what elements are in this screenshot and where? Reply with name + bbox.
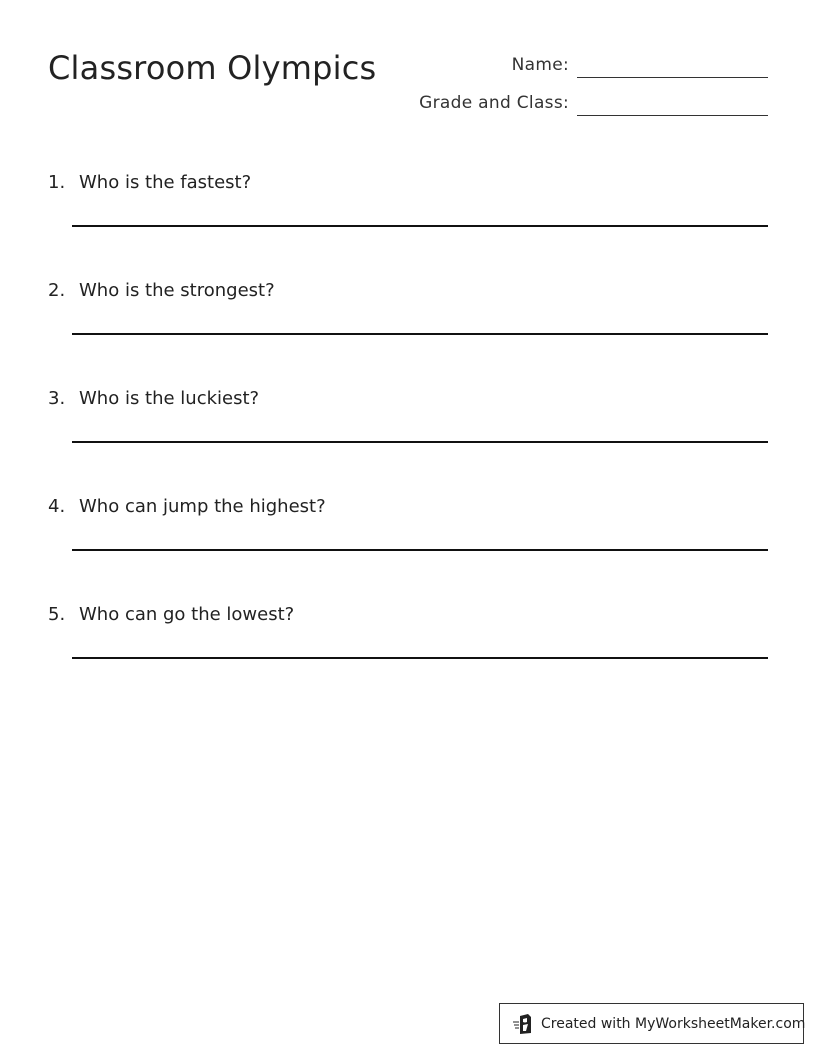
- question-1: [48, 171, 768, 241]
- question-5: [48, 603, 768, 673]
- question-text: Who is the strongest?: [79, 280, 275, 301]
- question-number: 2.: [48, 280, 66, 301]
- question-number: 3.: [48, 388, 66, 409]
- question-4: [48, 495, 768, 565]
- name-label: Name:: [511, 55, 569, 75]
- question-text: Who can go the lowest?: [79, 604, 295, 625]
- grade-class-field: [419, 90, 768, 114]
- question-text: Who can jump the highest?: [79, 496, 326, 517]
- created-with-badge[interactable]: [499, 1003, 804, 1044]
- created-with-text: Created with MyWorksheetMaker.com: [541, 1015, 806, 1032]
- question-text: Who is the luckiest?: [79, 388, 260, 409]
- answer-line[interactable]: [72, 333, 768, 335]
- question-number: 1.: [48, 172, 66, 193]
- grade-class-answer-line[interactable]: [577, 115, 768, 116]
- answer-line[interactable]: [72, 225, 768, 227]
- question-3: [48, 387, 768, 457]
- name-field: [512, 52, 768, 76]
- answer-line[interactable]: [72, 657, 768, 659]
- name-answer-line[interactable]: [577, 77, 768, 78]
- question-text: Who is the fastest?: [79, 172, 252, 193]
- question-2: [48, 279, 768, 349]
- page-title: Classroom Olympics: [48, 49, 377, 87]
- answer-line[interactable]: [72, 549, 768, 551]
- question-number: 5.: [48, 604, 66, 625]
- worksheet-maker-logo-icon: [512, 1013, 534, 1035]
- question-number: 4.: [48, 496, 66, 517]
- grade-class-label: Grade and Class:: [419, 93, 569, 113]
- answer-line[interactable]: [72, 441, 768, 443]
